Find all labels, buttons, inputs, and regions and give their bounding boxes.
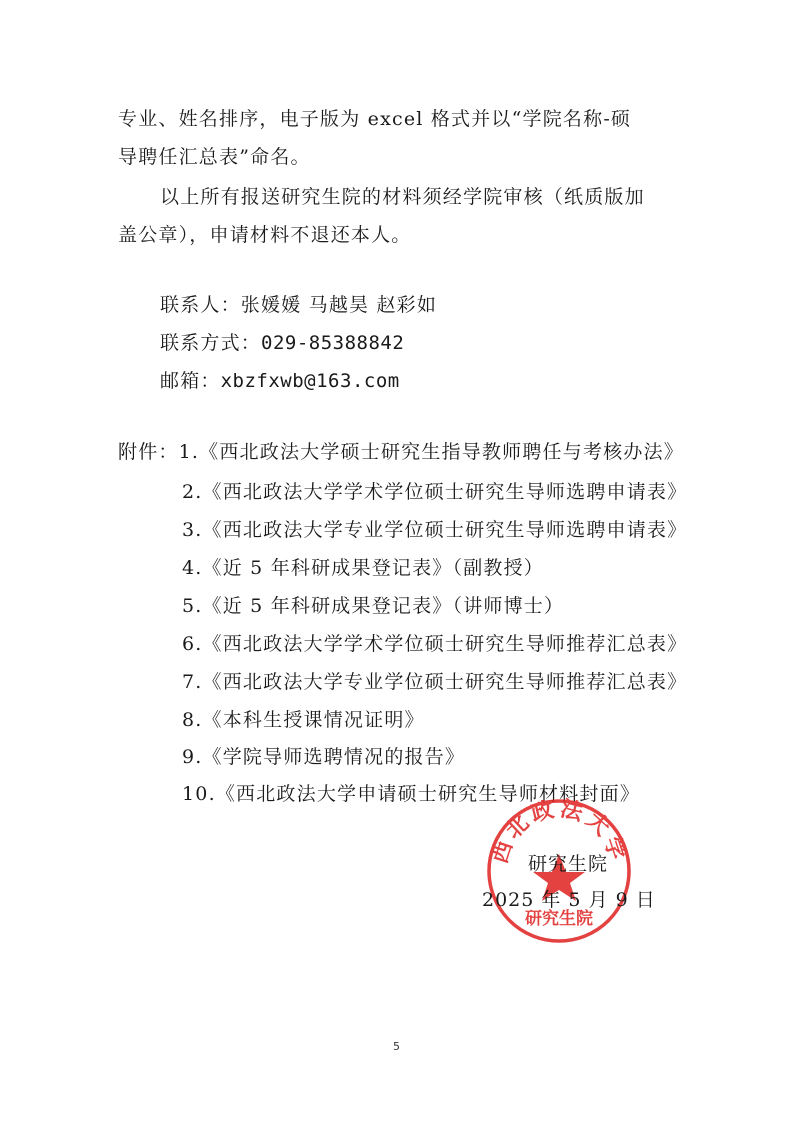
paragraph-1-line-1: 专业、姓名排序，电子版为 excel 格式并以“学院名称-硕 (118, 108, 632, 130)
attachments-label: 附件： (118, 441, 179, 463)
contact-email: xbzfxwb@163.com (220, 370, 400, 392)
attachment-item: 4.《近 5 年科研成果登记表》（副教授） (182, 557, 544, 579)
paragraph-2-line-1: 以上所有报送研究生院的材料须经学院审核（纸质版加 (160, 186, 645, 208)
attachment-item: 9.《学院导师选聘情况的报告》 (182, 746, 466, 768)
paragraph-1-line-2: 导聘任汇总表”命名。 (118, 146, 311, 168)
contact-phone-row (160, 331, 404, 355)
attachments-first-row (118, 440, 684, 464)
attachment-item: 7.《西北政法大学专业学位硕士研究生导师推荐汇总表》 (182, 671, 688, 693)
page-number: 5 (393, 1040, 400, 1053)
attachment-item: 3.《西北政法大学专业学位硕士研究生导师选聘申请表》 (182, 519, 688, 541)
contact-phone-label: 联系方式： (160, 332, 262, 354)
contact-email-label: 邮箱： (160, 370, 221, 392)
attachment-item: 10.《西北政法大学申请硕士研究生导师材料封面》 (182, 783, 641, 805)
attachment-item: 5.《近 5 年科研成果登记表》（讲师博士） (182, 595, 565, 617)
signature-org: 研究生院 (528, 853, 609, 875)
attachment-item: 6.《西北政法大学学术学位硕士研究生导师推荐汇总表》 (182, 633, 688, 655)
attachment-item: 2.《西北政法大学学术学位硕士研究生导师选聘申请表》 (182, 481, 688, 503)
seal-bottom-text: 研究生院 (525, 909, 593, 929)
attachment-item: 1.《西北政法大学硕士研究生指导教师聘任与考核办法》 (178, 441, 684, 463)
contact-email-row (160, 369, 400, 393)
seal-arc-text: 西北政法大学 (486, 796, 632, 867)
paragraph-2-line-2: 盖公章），申请材料不退还本人。 (118, 224, 412, 246)
attachment-item: 8.《本科生授课情况证明》 (182, 709, 425, 731)
contact-people: 联系人：张媛媛 马越昊 赵彩如 (160, 294, 438, 316)
contact-phone: 029-85388842 (261, 332, 405, 354)
signature-date: 2025 年 5 月 9 日 (482, 889, 656, 911)
